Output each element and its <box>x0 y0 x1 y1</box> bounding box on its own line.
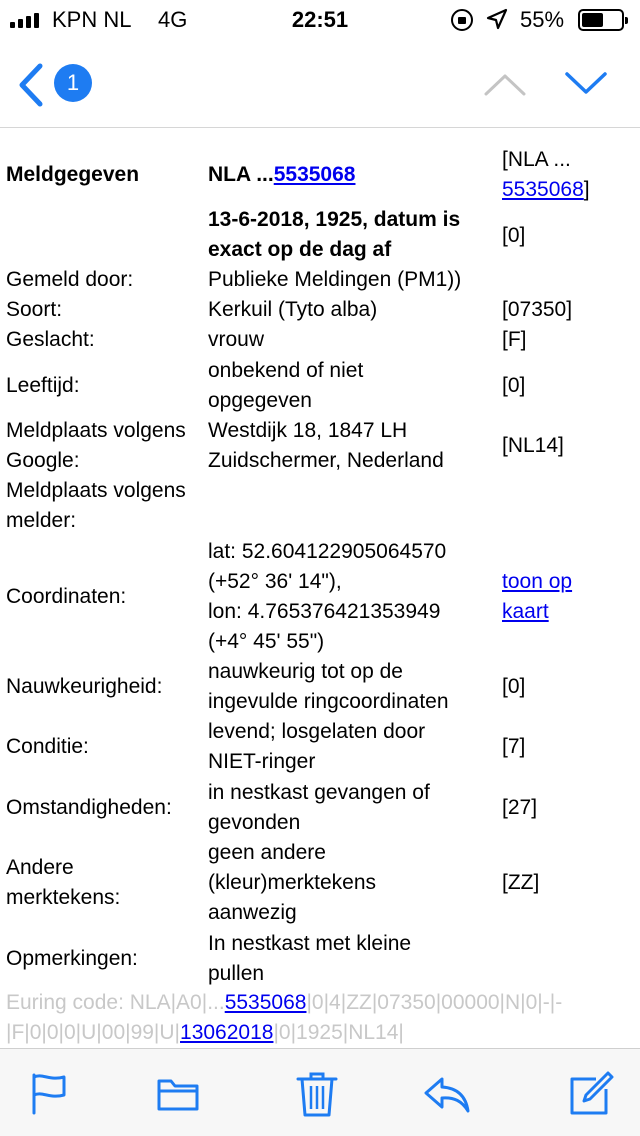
status-bar <box>0 0 640 40</box>
row-value: vrouw <box>208 328 265 351</box>
row-label: Omstandigheden: <box>6 796 172 819</box>
chevron-left-icon[interactable] <box>12 62 52 108</box>
euring-prefix: Euring code: NLA|A0|... <box>6 991 225 1014</box>
reply-icon[interactable] <box>422 1071 468 1117</box>
longitude-dms-line: (+4° 45' 55") <box>208 630 325 653</box>
latitude-dms-line: (+52° 36' 14"), <box>208 570 342 593</box>
row-code: [27] <box>502 796 538 819</box>
ring-code-prefix: [NLA ... <box>502 148 571 171</box>
unread-badge[interactable]: 1 <box>54 64 92 102</box>
header-code <box>502 145 632 205</box>
row-label: Andere merktekens: <box>6 856 121 909</box>
row-value: In nestkast met kleine pullen <box>208 932 412 985</box>
navigation-bar <box>0 40 640 128</box>
ring-prefix: NLA ... <box>208 163 274 186</box>
row-code: [NL14] <box>502 434 564 457</box>
row-label: Gemeld door: <box>6 268 134 291</box>
row-value: geen andere (kleur)merktekens aanwezig <box>208 841 377 924</box>
row-label: Opmerkingen: <box>6 947 138 970</box>
row-value: Publieke Meldingen (PM1)) <box>208 268 462 291</box>
trash-icon[interactable] <box>294 1071 340 1117</box>
row-label: Nauwkeurigheid: <box>6 675 163 698</box>
report-content <box>0 128 640 1048</box>
row-label: Geslacht: <box>6 328 95 351</box>
euring-ring-link[interactable]: 5535068 <box>224 991 307 1014</box>
row-label: Conditie: <box>6 735 89 758</box>
row-label: Meldplaats volgens Google: <box>6 419 186 472</box>
row-code: [7] <box>502 735 526 758</box>
row-code: [ZZ] <box>502 871 540 894</box>
latitude-line: lat: 52.604122905064570 <box>208 540 447 563</box>
flag-icon[interactable] <box>26 1071 72 1117</box>
euring-code <box>6 988 626 1048</box>
row-label: Soort: <box>6 298 63 321</box>
row-code: [0] <box>502 675 526 698</box>
bottom-toolbar <box>0 1048 640 1136</box>
carrier-name: KPN NL <box>52 7 132 32</box>
row-code: [0] <box>502 374 526 397</box>
folder-icon[interactable] <box>155 1071 201 1117</box>
row-value: levend; losgelaten door NIET-ringer <box>208 720 426 773</box>
euring-date-link[interactable]: 13062018 <box>180 1021 274 1044</box>
row-code: [07350] <box>502 298 573 321</box>
euring-middle: |0|4|ZZ|07350|00000|N|0|-|-|F|0|0|0|U|00|99|U| <box>6 991 563 1044</box>
ring-code-suffix: ] <box>583 178 590 201</box>
ring-number-link[interactable]: 5535068 <box>273 163 356 186</box>
compose-icon[interactable] <box>568 1071 614 1117</box>
longitude-line: lon: 4.765376421353949 <box>208 600 441 623</box>
show-on-map-link[interactable]: toon op kaart <box>502 570 573 623</box>
clock: 22:51 <box>291 7 349 32</box>
location-icon <box>486 8 508 36</box>
chevron-down-icon[interactable] <box>563 68 609 100</box>
row-code: [F] <box>502 328 527 351</box>
chevron-up-icon[interactable] <box>482 68 528 100</box>
row-value: in nestkast gevangen of gevonden <box>208 781 430 834</box>
network-type: 4G <box>158 7 188 32</box>
rotation-lock-icon <box>451 9 473 31</box>
row-label: Leeftijd: <box>6 374 80 397</box>
battery-percent: 55% <box>520 7 565 32</box>
ring-code-link[interactable]: 5535068 <box>502 178 584 201</box>
row-value: nauwkeurig tot op de ingevulde ringcoordinaten <box>208 660 449 713</box>
date-code: [0] <box>502 224 526 247</box>
row-value: Kerkuil (Tyto alba) <box>208 298 378 321</box>
euring-suffix: |0|1925|NL14| <box>273 1021 404 1044</box>
row-value: Westdijk 18, 1847 LH Zuidschermer, Nederland <box>208 419 444 472</box>
battery-icon <box>578 9 624 31</box>
header-value <box>208 160 500 190</box>
header-label: Meldgegeven <box>6 163 140 186</box>
row-value: onbekend of niet opgegeven <box>208 359 364 412</box>
coordinates-value <box>208 537 500 657</box>
row-label: Coordinaten: <box>6 585 127 608</box>
date-value: 13-6-2018, 1925, datum is exact op de dag af <box>208 208 461 261</box>
row-label: Meldplaats volgens melder: <box>6 479 186 532</box>
